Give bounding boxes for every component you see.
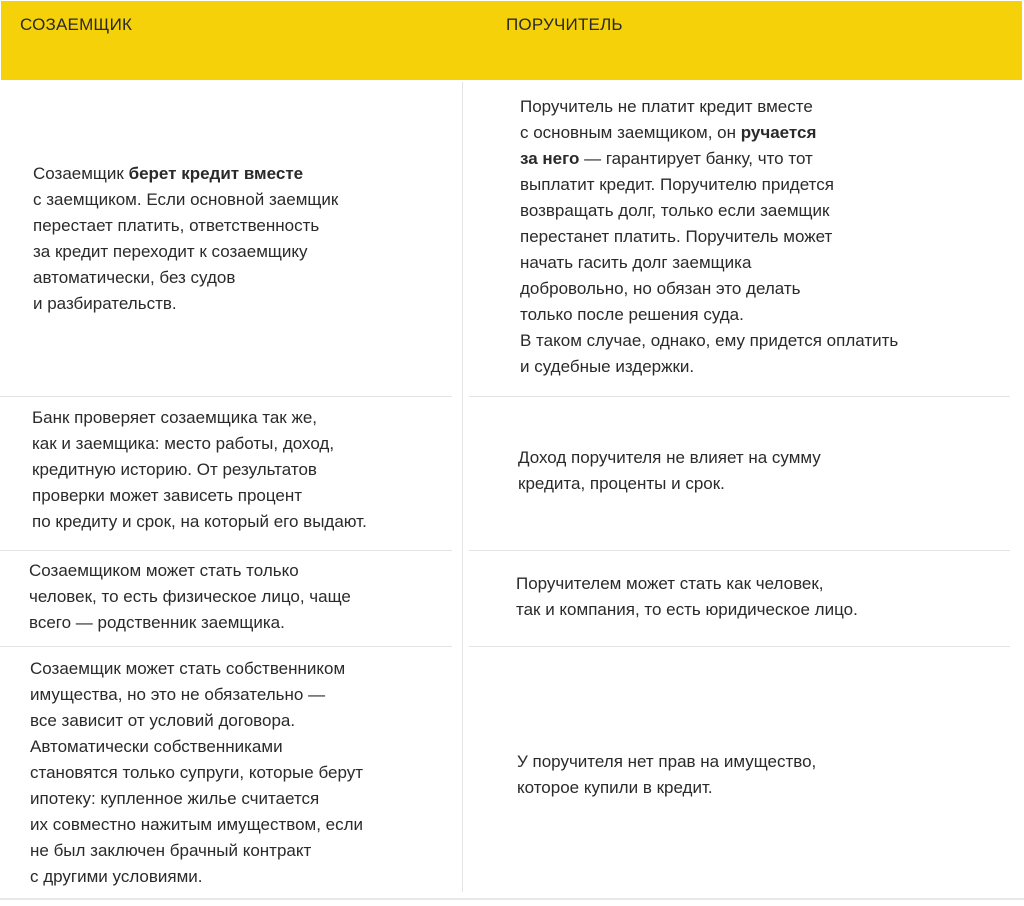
guarantor-cell-liability: Поручитель не платит кредит вместе с основным заемщиком, он ручается за него — гарантирует банку, что тот выплатит кредит. Поручителю придется возвращать долг, только если заемщик перестанет платить. Поручитель может начать гасить долг заемщика добровольно, но обязан это делать только после решения суда. В таком случае, однако, ему придется оплатить и судебные издержки. xyxy=(520,97,899,376)
cosigner-cell-liability: Созаемщик берет кредит вместе с заемщиком. Если основной заемщик перестает платить, ответственность за кредит переходит к созаемщику автоматически, без судов и разбирательств. xyxy=(33,164,339,313)
row-divider xyxy=(0,396,452,397)
cosigner-cell-who: Созаемщиком может стать только человек, то есть физическое лицо, чаще всего — родственник заемщика. xyxy=(29,561,351,632)
row-divider xyxy=(469,646,1010,647)
column-divider xyxy=(462,82,463,892)
row-divider xyxy=(469,396,1010,397)
guarantor-cell-check: Доход поручителя не влияет на сумму кредита, проценты и срок. xyxy=(518,448,821,493)
row-divider xyxy=(0,550,452,551)
guarantor-cell-who: Поручителем может стать как человек, так и компания, то есть юридическое лицо. xyxy=(516,574,858,619)
cosigner-cell-property: Созаемщик может стать собственником имущества, но это не обязательно — все зависит от условий договора. Автоматически собственниками становятся только супруги, которые берут ипотеку: купленное жилье считается их совместно нажитым имуществом, если не был заключен брачный контракт с другими условиями. xyxy=(30,659,364,886)
table-header xyxy=(1,1,1022,80)
header-cosigner: СОЗАЕМЩИК xyxy=(20,15,133,34)
header-guarantor: ПОРУЧИТЕЛЬ xyxy=(506,15,623,34)
row-divider xyxy=(0,646,452,647)
table-bottom-border xyxy=(0,898,1024,900)
row-divider xyxy=(469,550,1010,551)
cosigner-cell-check: Банк проверяет созаемщика так же, как и заемщика: место работы, доход, кредитную историю. От результатов проверки может зависеть процент по кредиту и срок, на который его выдают. xyxy=(32,408,367,531)
guarantor-cell-property: У поручителя нет прав на имущество, которое купили в кредит. xyxy=(517,752,817,797)
